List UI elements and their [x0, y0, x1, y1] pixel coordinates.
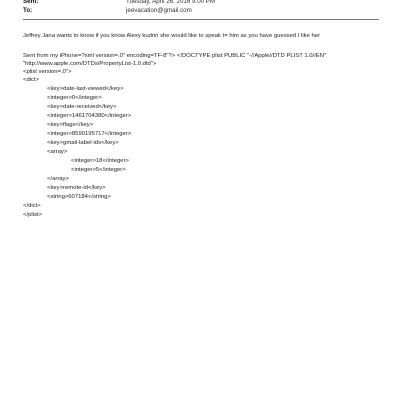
sent-label: Sent: [23, 0, 39, 5]
plist-open-tag: <plist version=.0"> [23, 69, 72, 75]
plist-array-line: <integer>5</integer> [71, 167, 126, 173]
plist-line: <key>remote-id</key> [47, 185, 106, 191]
plist-line: <array> [47, 149, 68, 155]
plist-line: <key>date-last-viewed</key> [47, 86, 124, 92]
plist-line: <string>607184</string> [47, 194, 111, 200]
plist-line: <key>flags</key> [47, 122, 94, 128]
dtd-url-line: "http://www.apple.com/DTDs/PropertyList-1.0.dtd"> [23, 61, 157, 67]
message-text: Jeffrey Jana wants to know if you know Alexy kudrin she would like to speak t= him as you have guessed I like her [23, 33, 321, 39]
plist-line: <integer>0</integer> [47, 95, 102, 101]
plist-array-line: <integer>18</integer> [71, 158, 129, 164]
plist-line: <key>date-received</key> [47, 104, 117, 110]
to-label: To: [23, 7, 33, 14]
signature-line: Sent from my iPhone=?xml version=.0" encoding=TF-8"?> <!DOCTYPE plist PUBLIC "-//Apple//DTD PLIST 1.0//EN" [23, 53, 327, 59]
dict-close-tag: </dict> [23, 203, 41, 209]
header-divider [23, 19, 379, 20]
plist-line: </array> [47, 176, 69, 182]
plist-line: <integer>8590195717</integer> [47, 131, 132, 137]
dict-open-tag: <dict> [23, 77, 40, 83]
to-email-link[interactable]: jeevacation@gmail.com [126, 7, 192, 14]
plist-line: <key>gmail-label-ids</key> [47, 140, 119, 146]
plist-close-tag: </plist> [23, 212, 42, 218]
plist-line: <integer>1461704380</integer> [47, 113, 132, 119]
sent-value: Tuesday, April 26, 2016 9:00 PM [126, 0, 216, 5]
